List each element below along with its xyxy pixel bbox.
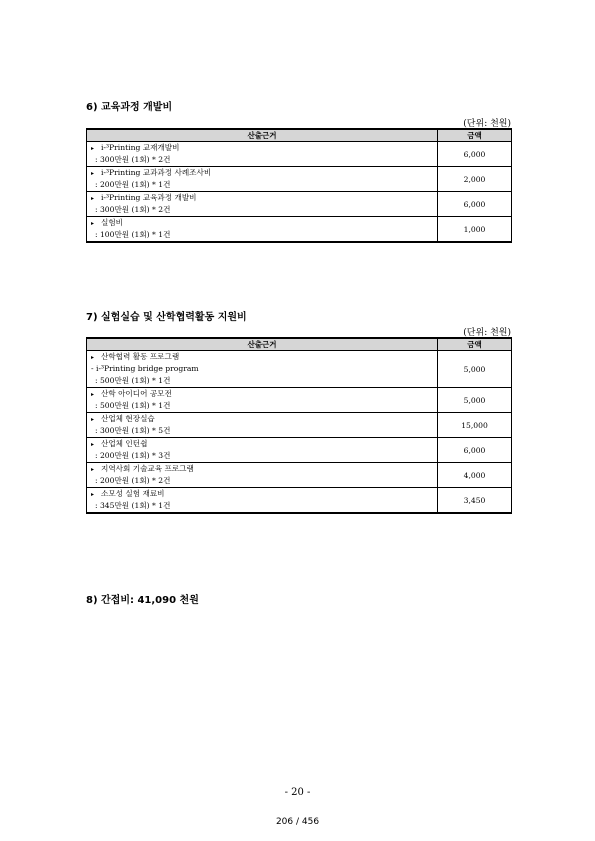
row-detail: : 345만원 (1회) * 1건	[95, 501, 171, 510]
section-7-unit: (단위: 천원)	[463, 328, 511, 338]
section-6-table	[86, 128, 512, 243]
bullet-triangle-icon: ▸	[91, 491, 95, 498]
row-detail: : 500만원 (1회) * 1건	[95, 401, 171, 410]
row-item: 소모성 실험 재료비	[101, 489, 165, 498]
page-counter: 206 / 456	[275, 817, 320, 827]
row-item: i-³Printing 교육과정 개발비	[101, 193, 197, 202]
row-item: i-³Printing 교과과정 사례조사비	[101, 168, 212, 177]
row-amount: 4,000	[438, 463, 512, 488]
row-detail: : 300만원 (1회) * 2건	[95, 205, 171, 214]
row-amount: 6,000	[438, 142, 512, 167]
bullet-triangle-icon: ▸	[91, 220, 95, 227]
row-amount: 6,000	[438, 438, 512, 463]
row-amount: 3,450	[438, 488, 512, 514]
amount-header: 금액	[438, 338, 512, 351]
row-detail: : 300만원 (1회) * 2건	[95, 155, 171, 164]
row-detail: : 100만원 (1회) * 1건	[95, 230, 171, 239]
row-detail: : 200만원 (1회) * 3건	[95, 451, 171, 460]
bullet-triangle-icon: ▸	[91, 145, 95, 152]
basis-header: 산출근거	[87, 338, 438, 351]
row-amount: 6,000	[438, 192, 512, 217]
table-row	[87, 142, 512, 167]
bullet-triangle-icon: ▸	[91, 354, 95, 361]
row-item: 산업체 현장실습	[101, 414, 155, 423]
table-header-row	[87, 129, 512, 142]
table-row	[87, 217, 512, 243]
row-amount: 1,000	[438, 217, 512, 243]
bullet-triangle-icon: ▸	[91, 195, 95, 202]
basis-header: 산출근거	[87, 129, 438, 142]
row-amount: 5,000	[438, 388, 512, 413]
row-item: 산학협력 활동 프로그램	[101, 352, 180, 361]
row-amount: 2,000	[438, 167, 512, 192]
table-row	[87, 192, 512, 217]
table-row	[87, 488, 512, 514]
row-item: 산업체 인턴쉽	[101, 439, 148, 448]
row-item: 실험비	[101, 218, 124, 227]
row-item: i-³Printing 교재개발비	[101, 143, 180, 152]
row-item: 지역사회 기술교육 프로그램	[101, 464, 194, 473]
bullet-triangle-icon: ▸	[91, 170, 95, 177]
bullet-triangle-icon: ▸	[91, 416, 95, 423]
table-row	[87, 463, 512, 488]
table-row	[87, 167, 512, 192]
bullet-triangle-icon: ▸	[91, 391, 95, 398]
table-header-row	[87, 338, 512, 351]
table-row	[87, 413, 512, 438]
page-number: - 20 -	[284, 787, 311, 798]
table-row	[87, 438, 512, 463]
section-7-table	[86, 337, 512, 514]
row-detail: : 200만원 (1회) * 2건	[95, 476, 171, 485]
section-6-unit: (단위: 천원)	[463, 119, 511, 129]
amount-header: 금액	[438, 129, 512, 142]
bullet-triangle-icon: ▸	[91, 441, 95, 448]
row-detail: : 200만원 (1회) * 1건	[95, 180, 171, 189]
row-subitem: - i-³Printing bridge program	[91, 364, 199, 373]
table-row	[87, 388, 512, 413]
section-6-title: 6) 교육과정 개발비	[86, 102, 173, 113]
row-amount: 5,000	[438, 351, 512, 388]
section-7-title: 7) 실험실습 및 산학협력활동 지원비	[86, 312, 247, 323]
row-amount: 15,000	[438, 413, 512, 438]
row-detail: : 300만원 (1회) * 5건	[95, 426, 171, 435]
table-row	[87, 351, 512, 388]
section-8-title: 8) 간접비: 41,090 천원	[86, 595, 199, 606]
row-detail: : 500만원 (1회) * 1건	[95, 376, 171, 385]
bullet-triangle-icon: ▸	[91, 466, 95, 473]
row-item: 산학 아이디어 공모전	[101, 389, 172, 398]
